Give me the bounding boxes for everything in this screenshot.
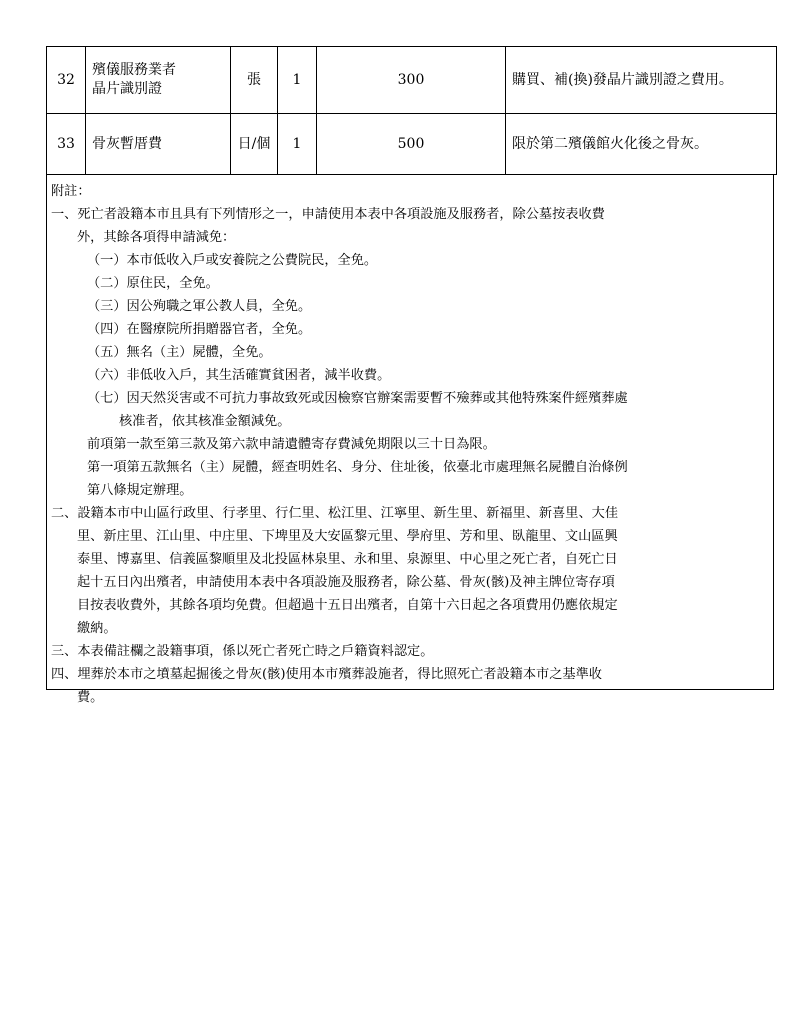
fee: 300 [317, 47, 506, 114]
quantity: 1 [278, 114, 317, 175]
note-1-sub-item: （五）無名（主）屍體，全免。 [87, 345, 272, 360]
note-2-line: 繳納。 [77, 621, 117, 636]
note-1-paragraph: 第八條規定辦理。 [87, 483, 193, 498]
item-name: 骨灰暫厝費 [86, 114, 231, 175]
note-3-text: 本表備註欄之設籍事項，係以死亡者死亡時之戶籍資料認定。 [77, 644, 434, 659]
table-row [47, 114, 777, 175]
note-1-sub-item: （七）因天然災害或不可抗力事故致死或因檢察官辦案需要暫不殮葬或其他特殊案件經殯葬處 [87, 391, 628, 406]
unit: 張 [231, 47, 278, 114]
note-1-sub-item: （四）在醫療院所捐贈器官者，全免。 [87, 322, 312, 337]
notes-heading: 附註： [51, 184, 91, 199]
table-row [47, 47, 777, 114]
fee-table [46, 46, 777, 175]
note-1-sub-item: （二）原住民，全免。 [87, 276, 219, 291]
row-number: 32 [47, 47, 86, 114]
note-1-sub-item: （三）因公殉職之軍公教人員，全免。 [87, 299, 312, 314]
notes-section [46, 175, 774, 705]
note-1-sub-item: （一）本市低收入戶或安養院之公費院民，全免。 [87, 253, 378, 268]
note-4-line: 費。 [77, 690, 104, 705]
note-2-line: 泰里、博嘉里、信義區黎順里及北投區林泉里、永和里、泉源里、中心里之死亡者，自死亡日 [77, 552, 618, 567]
note-3-line [51, 640, 769, 663]
fee-table-page [46, 46, 777, 705]
unit: 日/個 [231, 114, 278, 175]
note-1-paragraph: 前項第一款至第三款及第六款申請遺體寄存費減免期限以三十日為限。 [87, 437, 496, 452]
remark: 購買、補(換)發晶片識別證之費用。 [506, 47, 777, 114]
note-1-text: 死亡者設籍本市且具有下列情形之一，申請使用本表中各項設施及服務者，除公墓按表收費 [77, 207, 605, 222]
note-4-line [51, 663, 769, 686]
item-name: 殯儀服務業者 晶片識別證 [86, 47, 231, 114]
note-2-text: 設籍本市中山區行政里、行孝里、行仁里、松江里、江寧里、新生里、新福里、新喜里、大佳 [77, 506, 619, 521]
note-1-line: 外，其餘各項得申請減免： [77, 230, 236, 245]
note-2-line [51, 502, 769, 525]
note-1-sub-item: 核准者，依其核准金額減免。 [119, 414, 291, 429]
note-1-paragraph: 第一項第五款無名（主）屍體，經查明姓名、身分、住址後，依臺北市處理無名屍體自治條例 [87, 460, 628, 475]
note-2-label: 二、 [51, 506, 78, 521]
note-1-label: 一、 [51, 207, 78, 222]
row-number: 33 [47, 114, 86, 175]
note-4-text: 埋葬於本市之墳墓起掘後之骨灰(骸)使用本市殯葬設施者，得比照死亡者設籍本市之基準收 [77, 667, 602, 682]
note-2-line: 目按表收費外，其餘各項均免費。但超過十五日出殯者，自第十六日起之各項費用仍應依規定 [77, 598, 618, 613]
note-2-line: 里、新庄里、江山里、中庄里、下埤里及大安區黎元里、學府里、芳和里、臥龍里、文山區興 [77, 529, 618, 544]
note-4-label: 四、 [51, 667, 78, 682]
fee: 500 [317, 114, 506, 175]
remark: 限於第二殯儀館火化後之骨灰。 [506, 114, 777, 175]
note-2-line: 起十五日內出殯者，申請使用本表中各項設施及服務者，除公墓、骨灰(骸)及神主牌位寄存項 [77, 575, 615, 590]
quantity: 1 [278, 47, 317, 114]
note-1-line [51, 203, 769, 226]
note-3-label: 三、 [51, 644, 78, 659]
note-1-sub-item: （六）非低收入戶，其生活確實貧困者，減半收費。 [87, 368, 391, 383]
